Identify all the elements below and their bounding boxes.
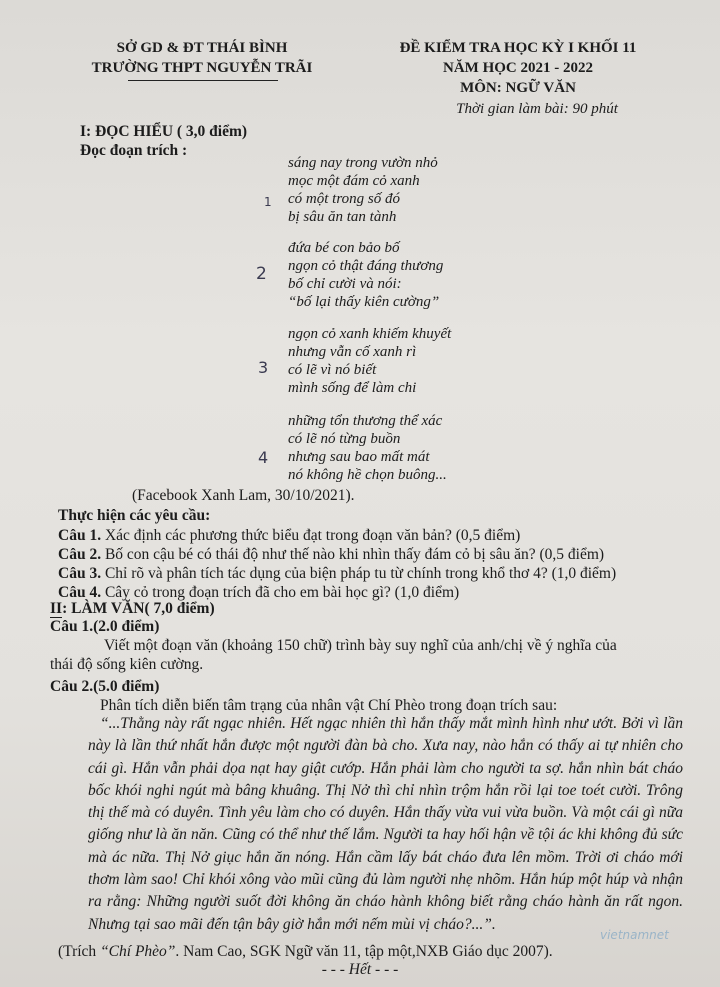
handwritten-number: 2: [256, 264, 267, 284]
question-2: Câu 2. Bố con cậu bé có thái độ như thế nào khi nhìn thấy đám cỏ bị sâu ăn? (0,5 điểm): [58, 546, 605, 563]
part2-title: II: LÀM VĂN( 7,0 điểm): [50, 600, 215, 617]
exam-title: ĐỀ KIỂM TRA HỌC KỲ I KHỐI 11: [399, 40, 637, 56]
school-year: NĂM HỌC 2021 - 2022: [443, 60, 593, 76]
part1-instruction: Đọc đoạn trích :: [80, 142, 188, 159]
poem-line: nhưng sau bao mất mát: [288, 449, 430, 465]
poem-source: (Facebook Xanh Lam, 30/10/2021).: [132, 487, 355, 504]
poem-line: có lẽ vì nó biết: [288, 362, 377, 378]
poem-line: bị sâu ăn tan tành: [288, 209, 397, 225]
part2-question2-title: Câu 2.(5.0 điểm): [50, 678, 160, 695]
poem-line: sáng nay trong vườn nhỏ: [288, 155, 438, 171]
poem-line: có một trong số đó: [288, 191, 400, 207]
watermark: vietnamnet: [600, 928, 669, 942]
poem-line: mọc một đám cỏ xanh: [288, 173, 420, 189]
poem-line: đứa bé con bảo bố: [288, 240, 400, 256]
part2-question2-intro: Phân tích diễn biến tâm trạng của nhân vật Chí Phèo trong đoạn trích sau:: [100, 697, 558, 714]
poem-line: “bố lại thấy kiên cường”: [288, 294, 440, 310]
poem-line: bố chỉ cười và nói:: [288, 276, 402, 292]
part2-question1-title: Câu 1.(2.0 điểm): [50, 618, 160, 635]
question-4: Câu 4. Cây cỏ trong đoạn trích đã cho em bài học gì? (1,0 điểm): [58, 584, 460, 601]
poem-line: nhưng vẫn cố xanh rì: [288, 344, 417, 360]
poem-line: ngọn cỏ xanh khiếm khuyết: [288, 326, 452, 342]
chi-pheo-excerpt: “...Thằng này rất ngạc nhiên. Hết ngạc nhiên thì hắn thấy mắt mình hình như ướt. Bởi vì lần này là lần thứ nhất hắn được một người đàn bà cho. Xưa nay, nào hắn có thấy ai tự nhiên cho cái gì. Hắn vẫn phải dọa nạt hay giật cướp. Hắn phải làm cho người ta sợ. hắn nhìn bát cháo bốc khói nghi ngút mà bâng khuâng. Thị Nở thì chỉ nhìn trộm hắn rồi lại toe toét cười. Trông thị thế mà có duyên. Tình yêu làm cho có duyên. Hắn thấy vừa vui vừa buồn. Và một cái gì nữa giống như là ăn năn. Cũng có thể như thế lắm. Người ta hay hối hận về tội ác khi không đủ sức mà ác nữa. Thị Nở giục hắn ăn nóng. Hắn cầm lấy bát cháo đưa lên mồm. Trời ơi cháo mới thơm làm sao! Chỉ khói xông vào mũi cũng đủ làm người nhẹ nhõm. Hắn húp một húp và nhận ra rằng: Những người suốt đời không ăn cháo hành không biết rằng cháo hành ăn rất ngon. Nhưng tại sao mãi đến tận bây giờ hắn mới nếm mùi vị cháo?...”.: [88, 715, 683, 933]
poem-line: nó không hề chọn buông...: [288, 467, 447, 483]
question-1: Câu 1. Xác định các phương thức biểu đạt trong đoạn văn bản? (0,5 điểm): [58, 527, 521, 544]
handwritten-number: 4: [258, 448, 269, 467]
handwritten-number: 3: [258, 358, 269, 377]
school-underline: [128, 80, 278, 81]
department-name: SỞ GD & ĐT THÁI BÌNH: [116, 40, 288, 56]
part1-title: I: ĐỌC HIỂU ( 3,0 điểm): [80, 123, 248, 140]
exam-duration: Thời gian làm bài: 90 phút: [456, 101, 618, 117]
poem-line: những tổn thương thể xác: [288, 413, 443, 429]
end-mark: - - - Hết - - -: [321, 961, 399, 978]
school-name: TRƯỜNG THPT NGUYỄN TRÃI: [91, 60, 313, 76]
excerpt-citation: (Trích “Chí Phèo”. Nam Cao, SGK Ngữ văn 11, tập một,NXB Giáo dục 2007).: [58, 943, 553, 960]
question-3: Câu 3. Chỉ rõ và phân tích tác dụng của biện pháp tu từ chính trong khổ thơ 4? (1,0 điểm): [58, 565, 617, 582]
subject: MÔN: NGỮ VĂN: [460, 80, 576, 96]
poem-line: ngọn cỏ thật đáng thương: [288, 258, 444, 274]
poem-line: mình sống để làm chi: [288, 380, 417, 396]
requirements-title: Thực hiện các yêu cầu:: [58, 507, 211, 524]
poem-line: có lẽ nó từng buồn: [288, 431, 401, 447]
part2-question1-line2: thái độ sống kiên cường.: [50, 656, 204, 673]
handwritten-number: 1: [264, 195, 272, 209]
part2-question1-line1: Viết một đoạn văn (khoảng 150 chữ) trình bày suy nghĩ của anh/chị về ý nghĩa của: [104, 637, 617, 654]
